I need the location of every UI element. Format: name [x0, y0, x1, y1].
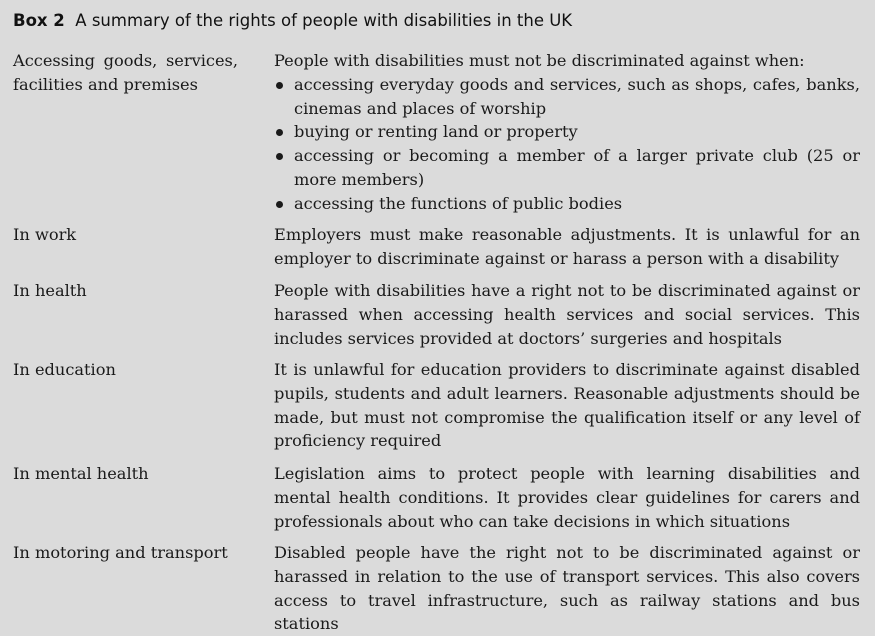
row-description — [274, 49, 860, 216]
row-category: In health — [13, 281, 87, 300]
box-label: Box 2 — [13, 11, 65, 30]
row-description: Disabled people have the right not to be discriminated against or harassed in relation to the use of transport services. This also covers access to travel infrastructure, such as railway stations and bus stations — [274, 543, 860, 634]
bullet-list — [274, 73, 860, 216]
box-title — [13, 10, 572, 32]
row-description: Employers must make reasonable adjustments. It is unlawful for an employer to discriminate against or harass a person with a disability — [274, 225, 860, 268]
row-description: Legislation aims to protect people with learning disabilities and mental health conditions. It provides clear guidelines for carers and professionals about who can take decisions in which situations — [274, 464, 860, 531]
row-category: In education — [13, 360, 116, 379]
bullet-text: buying or renting land or property — [294, 122, 578, 142]
bullet-item — [274, 73, 860, 121]
bullet-text: accessing the functions of public bodies — [294, 193, 623, 213]
bullet-item — [274, 120, 860, 144]
bullet-icon — [276, 82, 283, 89]
bullet-icon — [276, 129, 283, 136]
bullet-text: accessing or becoming a member of a larger private club (25 or more members) — [294, 146, 860, 189]
bullet-icon — [276, 201, 283, 208]
row-category: In motoring and transport — [13, 543, 228, 562]
bullet-text: accessing everyday goods and services, such as shops, cafes, banks, cinemas and places of worship — [294, 74, 860, 118]
row-intro: People with disabilities must not be discriminated against when: — [274, 51, 805, 70]
row-description: It is unlawful for education providers to discriminate against disabled pupils, students and adult learners. Reasonable adjustments should be made, but must not compromise the qualification itself or any level of proficiency required — [274, 360, 860, 451]
bullet-item — [274, 144, 860, 192]
box-title-text: A summary of the rights of people with disabilities in the UK — [75, 11, 573, 30]
bullet-icon — [276, 153, 283, 160]
bullet-item — [274, 192, 860, 216]
row-description: People with disabilities have a right not to be discriminated against or harassed when accessing health services and social services. This includes services provided at doctors’ surgeries and hospitals — [274, 281, 860, 348]
row-category: Accessing goods, services, facilities and premises — [13, 51, 238, 94]
row-category: In work — [13, 225, 77, 244]
row-category: In mental health — [13, 464, 149, 483]
